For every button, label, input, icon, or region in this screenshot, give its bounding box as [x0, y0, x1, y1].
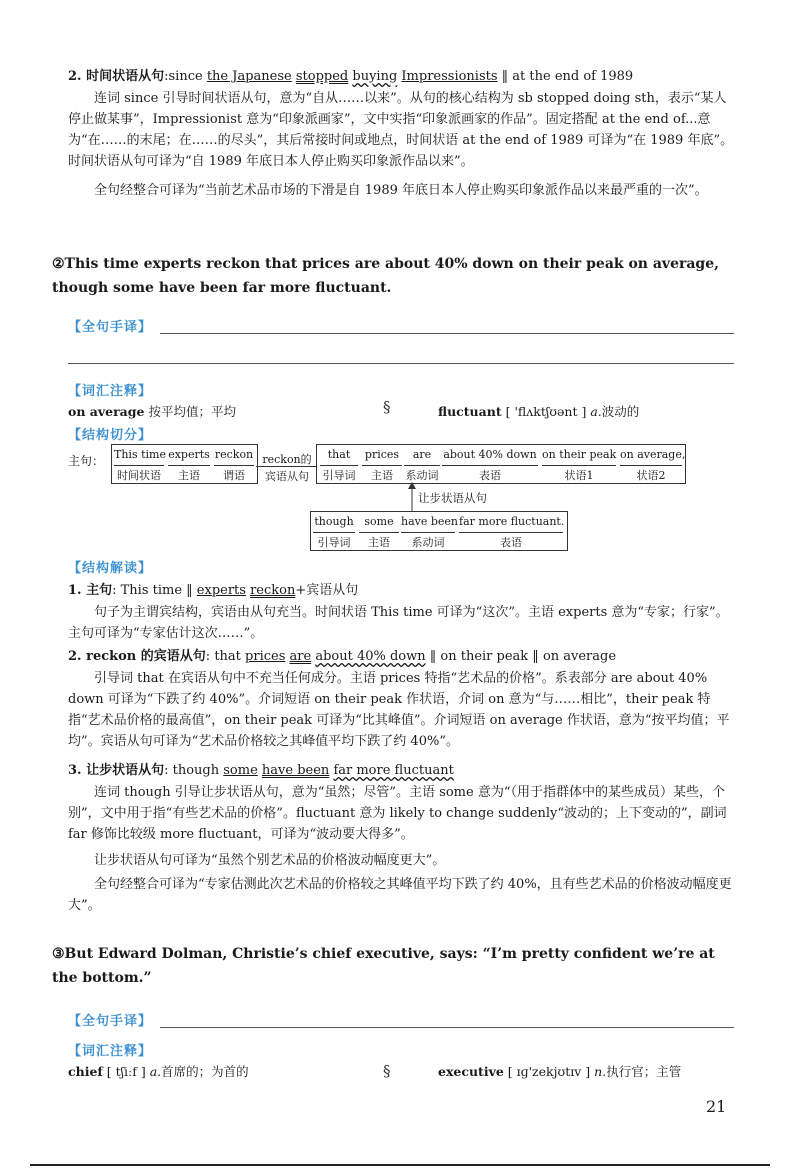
bottom-rule: [30, 1164, 770, 1166]
translation-line[interactable]: [68, 363, 734, 364]
sentence-2-final-translation: 全句经整合可译为“专家估测此次艺术品的价格较之其峰值平均下跌了约 40%，且有些艺术品的价格波动幅度更大”。: [68, 877, 732, 913]
reckon-object-label: reckon的: [262, 453, 312, 466]
section-2-summary: 全句经整合可译为“当前艺术品市场的下滑是自 1989 年底日本人停止购买印象派作品以来最严重的一次”。: [94, 183, 708, 198]
vocab-entry-fluctuant: fluctuant [ 'flʌktʃʊənt ] a.波动的: [438, 404, 640, 419]
sentence-2: ②This time experts reckon that prices are about 40% down on their peak on average, though some have been far more fluctuant.: [52, 256, 719, 296]
vocab-entry-chief: chief [ tʃiːf ] a.首席的；为首的: [68, 1064, 249, 1079]
vocab-label: 【词汇注释】: [68, 1044, 153, 1059]
translation-line[interactable]: [160, 333, 734, 334]
reading-2-paragraph: 引导词 that 在宾语从句中不充当任何成分。主语 prices 特指“艺术品的价格”。系表部分 are about 40% down 可译为“下跌了约 40%”。介词短语 on their peak 作状语，介词 on 意为“与……相比”，their peak 特指“艺术品价格的最高值”，on their peak 可译为“比其峰值”。介词短语 on average 作状语，意为“按平均值；平均”。宾语从句可译为“艺术品价格较之其峰值平均下跌了约 40%”。: [68, 671, 730, 749]
object-underlined: Impressionists: [401, 69, 498, 84]
vocab-entry-executive: executive [ ɪɡ'zekjʊtɪv ] n.执行官；主管: [438, 1064, 682, 1079]
full-translation-label: 【全句手译】: [68, 1014, 153, 1029]
main-clause-label: 主句：: [68, 454, 105, 468]
reading-3-summary: 让步状语从句可译为“虽然个别艺术品的价格波动幅度更大”。: [94, 853, 446, 868]
verb-underlined: buying: [352, 69, 398, 84]
reading-2-heading: 2. reckon 的宾语从句: that prices are about 40% down ‖ on their peak ‖ on average: [68, 649, 617, 664]
reading-3-heading: 3. 让步状语从句: though some have been far more fluctuant: [68, 763, 454, 778]
section-2-heading: 2. 时间状语从句:since the Japanese stopped buying Impressionists ‖ at the end of 1989: [68, 69, 634, 84]
vocab-entry-on-average: on average 按平均值；平均: [68, 404, 236, 419]
full-translation-label: 【全句手译】: [68, 320, 153, 335]
separator-icon: §: [383, 398, 391, 416]
separator-icon: §: [383, 1062, 391, 1080]
connector-line: [256, 466, 316, 467]
structure-reading-label: 【结构解读】: [68, 561, 153, 576]
sentence-3: ③But Edward Dolman, Christie’s chief executive, says: “I’m pretty confident we’re at the bottom.”: [52, 946, 715, 986]
section-2-paragraph: 连词 since 引导时间状语从句，意为“自从……以来”。从句的核心结构为 sb stopped doing sth，表示“某人停止做某事”，Impressionist 意为“印象派画家”，文中实指“印象派画家的作品”。固定搭配 at the end of...意为“在……的末尾；在……的尽头”，其后常接时间或地点，时间状语 at the end of 1989 可译为“在 1989 年底”。时间状语从句可译为“自 1989 年底日本人停止购买印象派作品以来”。: [68, 91, 734, 169]
reading-1-paragraph: 句子为主谓宾结构，宾语由从句充当。时间状语 This time 可译为“这次”。主语 experts 意为“专家；行家”。主句可译为“专家估计这次……”。: [68, 605, 729, 641]
concession-clause-label: 让步状语从句: [418, 491, 487, 505]
reading-3-paragraph: 连词 though 引导让步状语从句，意为“虽然；尽管”。主语 some 意为“（用于指群体中的某些成员）某些，个别”，文中用于指“有些艺术品的价格”。fluctuant 意为 likely to change suddenly“波动的；上下变动的”，副词 far 修饰比较级 more fluctuant，可译为“波动要大得多”。: [68, 785, 727, 842]
verb-underlined: stopped: [295, 69, 349, 84]
arrow-up-icon: [405, 482, 419, 512]
page-number: 21: [706, 1097, 727, 1116]
structure-label: 【结构切分】: [68, 428, 153, 443]
section-2-title: 2. 时间状语从句: [68, 69, 165, 84]
textbook-page: 2. 时间状语从句:since the Japanese stopped buying Impressionists ‖ at the end of 1989 连词 since 引导时间状语从句，意为“自从……以来”。从句的核心结构为 sb stopped doing sth，表示“某人停止做某事”，Impressionist 意为“印象派画家”，文中实指“印象派画家的作品”。固定搭配 at the end of...意为“在……的末尾；在……的尽头”，其后常接时间或地点，时间状语 at the end of 1989 可译为“在 1989 年底”。时间状语从句可译为“自 1989 年底日本人停止购买印象派作品以来”。 全句经整合可译为“当前艺术品市场的下滑是自 1989 年底日本人停止购买印象派作品以来最严重的一次”。 ②This time experts reckon that prices are about 40% down on their peak on average, though some have been far more fluctuant. 【全句手译】 【词汇注释】 on average 按平均值；平均 § fluctuant [ 'flʌktʃʊənt ] a.波动的 【结构切分】 主句： This time experts reckon 时间状语 主语 谓语 reckon的 宾语从句 that prices are about 40% down on their peak on average, 引导词 主语 系动词 表语 状语1 状语2 让步状语从句 though some have been far more fluctuant. 引导词 主语 系动词 表语 【结构解读】 1. 主句: This time ‖ experts reckon+宾语从句 句子为主谓宾结构，宾语由从句充当。时间状语 This time 可译为“这次”。主语 experts 意为“专家；行家”。主句可译为“专家估计这次……”。 2. reckon 的宾语从句: that prices are about 40% down ‖ on their peak ‖ on average 引导词 that 在宾语从句中不充当任何成分。主语 prices 特指“艺术品的价格”。系表部分 are about 40% down 可译为“下跌了约 40%”。介词短语 on their peak 作状语，介词 on 意为“与……相比”，their peak 特指“艺术品价格的最高值”，on their peak 可译为“比其峰值”。介词短语 on average 作状语，意为“按平均值；平均”。宾语从句可译为“艺术品价格较之其峰值平均下跌了约 40%”。 3. 让步状语从句: though some have been far more fluctuant 连词 though 引导让步状语从句，意为“虽然；尽管”。主语 some 意为“（用于指群体中的某些成员）某些，个别”，文中用于指“有些艺术品的价格”。fluctuant 意为 likely to change suddenly“波动的；上下变动的”，副词 far 修饰比较级 more fluctuant，可译为“波动要大得多”。 让步状语从句可译为“虽然个别艺术品的价格波动幅度更大”。 全句经整合可译为“专家估测此次艺术品的价格较之其峰值平均下跌了约 40%，且有些艺术品的价格波动幅度更大”。 ③But Edward Dolman, Christie’s chief executive, says: “I’m pretty confident we’re at the bottom.” 【全句手译】 【词汇注释】 chief [ tʃiːf ] a.首席的；为首的 § executive [ ɪɡ'zekjʊtɪv ] n.执行官；主管 21: [0, 0, 800, 1174]
subject-underlined: the Japanese: [206, 69, 292, 84]
reading-1-heading: 1. 主句: This time ‖ experts reckon+宾语从句: [68, 583, 359, 598]
vocab-label: 【词汇注释】: [68, 384, 153, 399]
translation-line[interactable]: [160, 1027, 734, 1028]
